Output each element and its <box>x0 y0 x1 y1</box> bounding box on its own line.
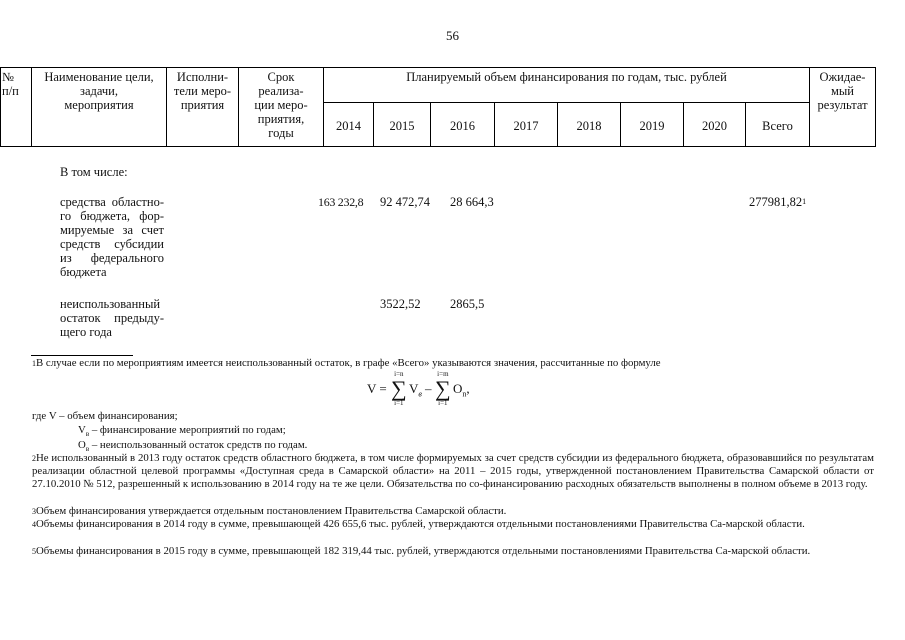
year-header: 2018 <box>558 103 621 147</box>
year-header: 2017 <box>495 103 558 147</box>
year-header: 2020 <box>684 103 746 147</box>
row1-value-2016: 28 664,3 <box>450 195 494 209</box>
year-header: 2016 <box>431 103 495 147</box>
col-executor-header: Исполни- тели меро- приятия <box>167 68 239 147</box>
footnote-3: $^3$Объем финансирования утверждается отдельным постановлением Правительства Самарской области. <box>32 505 507 517</box>
in-total-label: В том числе: <box>60 165 128 179</box>
row1-value-2015: 92 472,74 <box>380 195 430 209</box>
row2-name: неиспользованный остаток предыду-щего года <box>60 297 164 339</box>
table-header <box>0 67 876 147</box>
formula-where: где V – объем финансирования; <box>32 410 178 422</box>
col-number-header: № п/п <box>1 68 32 147</box>
footnote-2: $^2$Не использованный в 2013 году остаток средств областного бюджета, в том числе формируемых за счет средств субсидии из федерального бюджета, образовавшийся по результатам реализации областной целевой программы «Доступная среда в Самарской области» на 2011 – 2015 годы, утвержденной постановлением Правительства Самарской области от 27.10.2010 № 512, разрешенный к использованию в 2014 году на те же цели. Обязательства по со-финансированию расходных обязательств выполнены в полном объеме в 2013 году. <box>32 452 874 490</box>
page-number: 56 <box>446 28 459 43</box>
year-header: 2019 <box>621 103 684 147</box>
footnote-4: $^4$Объемы финансирования в 2014 году в сумме, превышающей 426 655,6 тыс. рублей, утверждаются отдельными постановлениями Правительства Са-марской области. <box>32 518 805 530</box>
formula-def-v: $V_в$ – финансирование мероприятий по годам; <box>78 424 286 439</box>
footnote-ref: 1 <box>802 197 807 206</box>
year-header: 2015 <box>374 103 431 147</box>
footnote-5: $^5$Объемы финансирования в 2015 году в сумме, превышающей 182 319,44 тыс. рублей, утверждаются отдельными постановлениями Правительства Са-марской области. <box>32 545 811 557</box>
row2-value-2016: 2865,5 <box>450 297 485 311</box>
col-funding-header: Планируемый объем финансирования по годам, тыс. рублей <box>324 68 810 103</box>
total-header: Всего <box>746 103 810 147</box>
row1-name: средства областно-го бюджета, фор-мируемые за счет средств субсидии из федерального бюджета <box>60 195 164 279</box>
row1-value-2014: 163 232,8 <box>318 195 364 209</box>
year-header: 2014 <box>324 103 374 147</box>
col-result-header: Ожидае- мый результат <box>810 68 876 147</box>
footnote-separator <box>31 355 133 356</box>
col-term-header: Срок реализа- ции меро- приятия, годы <box>239 68 324 147</box>
footnote-1: $^1$В случае если по мероприятиям имеется неиспользованный остаток, в графе «Всего» указываются значения, рассчитанные по формуле <box>32 357 661 369</box>
row2-value-2015: 3522,52 <box>380 297 421 311</box>
row1-value-total: 277981,82$^1$ <box>749 195 807 209</box>
formula-def-o: $O_в$ – неиспользованный остаток средств по годам. <box>78 439 308 454</box>
col-name-header: Наименование цели, задачи, мероприятия <box>32 68 167 147</box>
